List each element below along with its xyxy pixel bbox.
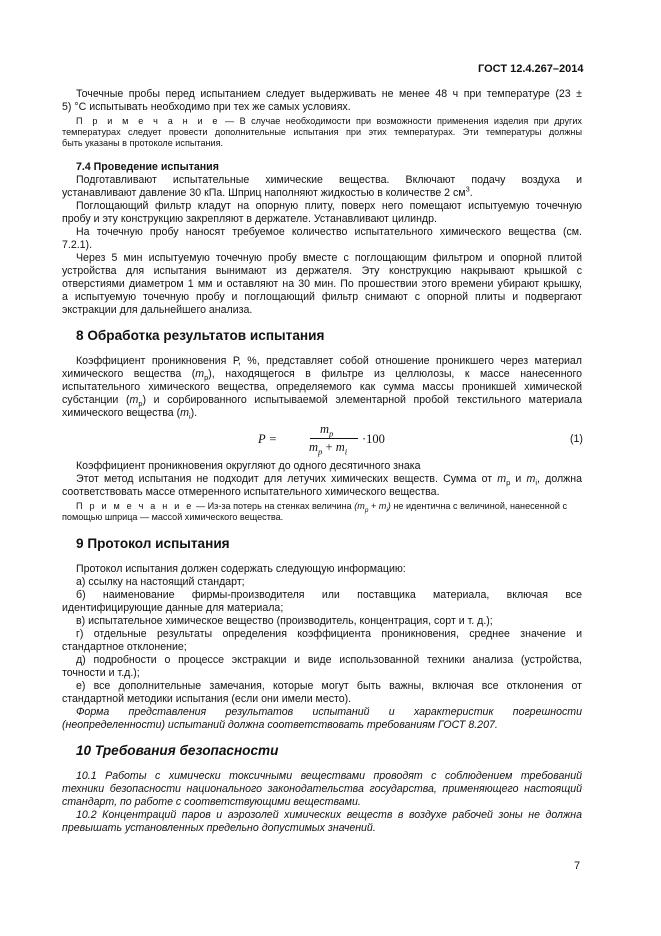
s74-p4-line-3: отверстиями диаметром 1 мм и оставляют на 30 мин. По прошествии этого времени убирают крышку, [62,278,582,290]
s9-item-b-line-2: идентифицирующие данные для материала; [62,602,284,614]
s10-p2-line-1: 10.2 Концентраций паров и аэрозолей химических веществ в воздухе рабочей зоны не должна [76,809,582,821]
s9-intro: Протокол испытания должен содержать следующую информацию: [76,563,406,575]
s8-p3-line-1: Этот метод испытания не подходит для летучих химических веществ. Сумма от $m_p$ и $m_i$, должна [76,473,582,488]
s9-item-d-line-2: стандартное отклонение; [62,641,187,653]
s9-item-f-line-2: стандартной методики испытания (если они имели место). [62,693,352,705]
s74-p2-line-2: пробу и эту конструкцию закрепляют в держателе. Устанавливают цилиндр. [62,213,437,225]
s8-p3-line-2: соответствовать массе отмеренного испытательного химического вещества. [62,486,440,498]
s74-p4-line-5: экстракции для дальнейшего анализа. [62,304,253,316]
s8-p1-line-3: испытательного химического вещества, определяемого как сумма массы проникшей химической [62,381,582,393]
formula-multiplier: ·100 [362,432,385,446]
s74-p3-line-1: На точечную пробу наносят требуемое количество испытательного химического вещества (см. [76,226,582,238]
page-number: 7 [574,860,581,872]
equation-number: (1) [570,433,583,445]
section-8-heading: 8 Обработка результатов испытания [76,328,325,343]
s10-p1-line-3: стандарт, по работе с соответствующими веществами. [62,796,361,808]
s8-note-line-2: помощью шприца — массой химического вещества. [62,512,284,522]
formula-lhs: P = [258,432,277,446]
s8-p1-line-5: химического вещества $(m_i)$. [62,407,198,422]
section-9-heading: 9 Протокол испытания [76,536,230,551]
s74-p2-line-1: Поглощающий фильтр кладут на опорную плиту, поверх него помещают испытуемую точечную [76,200,582,212]
s9-accuracy-line-1: Форма представления результатов испытаний и характеристик погрешности [76,706,582,718]
intro-line-1: Точечные пробы перед испытанием следует выдерживать не менее 48 ч при температуре (23 ± [76,88,582,100]
s8-p1-line-2: химического вещества $(m_p)$, находящегося в фильтре из целлюлозы, к массе нанесенного [62,368,582,383]
s9-item-c: в) испытательное химическое вещество (производитель, концентрация, сорт и т. д.); [76,615,493,627]
s8-p2: Коэффициент проникновения округляют до одного десятичного знака [76,460,421,472]
formula-numerator: $m_p$ [320,422,334,439]
s10-p1-line-2: техники безопасности национального законодательства государства, применяющего настоящий [62,783,582,795]
s10-p2-line-2: превышать установленных предельно допустимых значений. [62,822,376,834]
s74-p1-line-1: Подготавливают испытательные химические вещества. Включают подачу воздуха и [76,174,582,186]
s74-p4-line-2: устройства для испытания вынимают из держателя. Эту конструкцию накрывают крышкой с [62,265,582,277]
s74-p4-line-4: а испытуемую точечную пробу и поглощающий фильтр снимают с опорной плиты и подвергают [62,291,582,303]
s8-p1-line-4: субстанции $(m_p)$ и сорбированного испытываемой элементарной пробой текстильного материала [62,394,583,409]
s9-item-d-line-1: г) отдельные результаты определения коэффициента проникновения, среднее значение и [76,628,582,640]
s10-p1-line-1: 10.1 Работы с химически токсичными веществами проводят с соблюдением требований [76,770,582,782]
s74-p3-line-2: 7.2.1). [62,239,93,251]
section-7-4-heading: 7.4 Проведение испытания [76,161,219,173]
note-1-line-1: П р и м е ч а н и е — В случае необходимости при возможности применения изделия при других [76,116,582,126]
note-label: П р и м е ч а н и е [76,116,220,126]
s74-p4-line-1: Через 5 мин испытуемую точечную пробу вместе с поглощающим фильтром и опорной плитой [76,252,582,264]
note-1-line-2: температурах следует провести дополнительные испытания при этих температурах. Эти температуры должны [62,127,582,137]
fraction-bar [310,438,358,439]
s74-p1-line-2: устанавливают давление 30 кПа. Шприц наполняют жидкостью в количестве 2 $см^3$. [62,184,473,199]
note-1-line-3: быть указаны в протоколе испытания. [62,138,224,148]
s8-p1-line-1: Коэффициент проникновения Р, %, представляет собой отношение проникшего через материал [76,355,582,367]
intro-line-2: 5) °С испытывать необходимо при тех же самых условиях. [62,101,351,113]
s8-note-line-1: П р и м е ч а н и е — Из-за потерь на стенках величина $(m_p + m_i)$ не идентична с величиной, нанесенной с [76,501,567,514]
s9-accuracy-line-2: (неопределенности) испытаний должна соответствовать требованиям ГОСТ 8.207. [62,719,498,731]
standard-header: ГОСТ 12.4.267–2014 [478,63,584,75]
s9-item-b-line-1: б) наименование фирмы-производителя или поставщика материала, включая все [76,589,582,601]
formula-denominator: $m_p + m_i$ [309,440,348,457]
section-10-heading: 10 Требования безопасности [76,743,279,758]
penetration-formula [258,422,398,458]
s9-item-f-line-1: е) все дополнительные замечания, которые могут быть важны, включая все отклонения от [76,680,582,692]
s9-item-e-line-1: д) подробности о процессе экстракции и виде использованной техники анализа (устройства, [76,654,582,666]
s9-item-e-line-2: точности и т.д.); [62,667,140,679]
s9-item-a: а) ссылку на настоящий стандарт; [76,576,245,588]
